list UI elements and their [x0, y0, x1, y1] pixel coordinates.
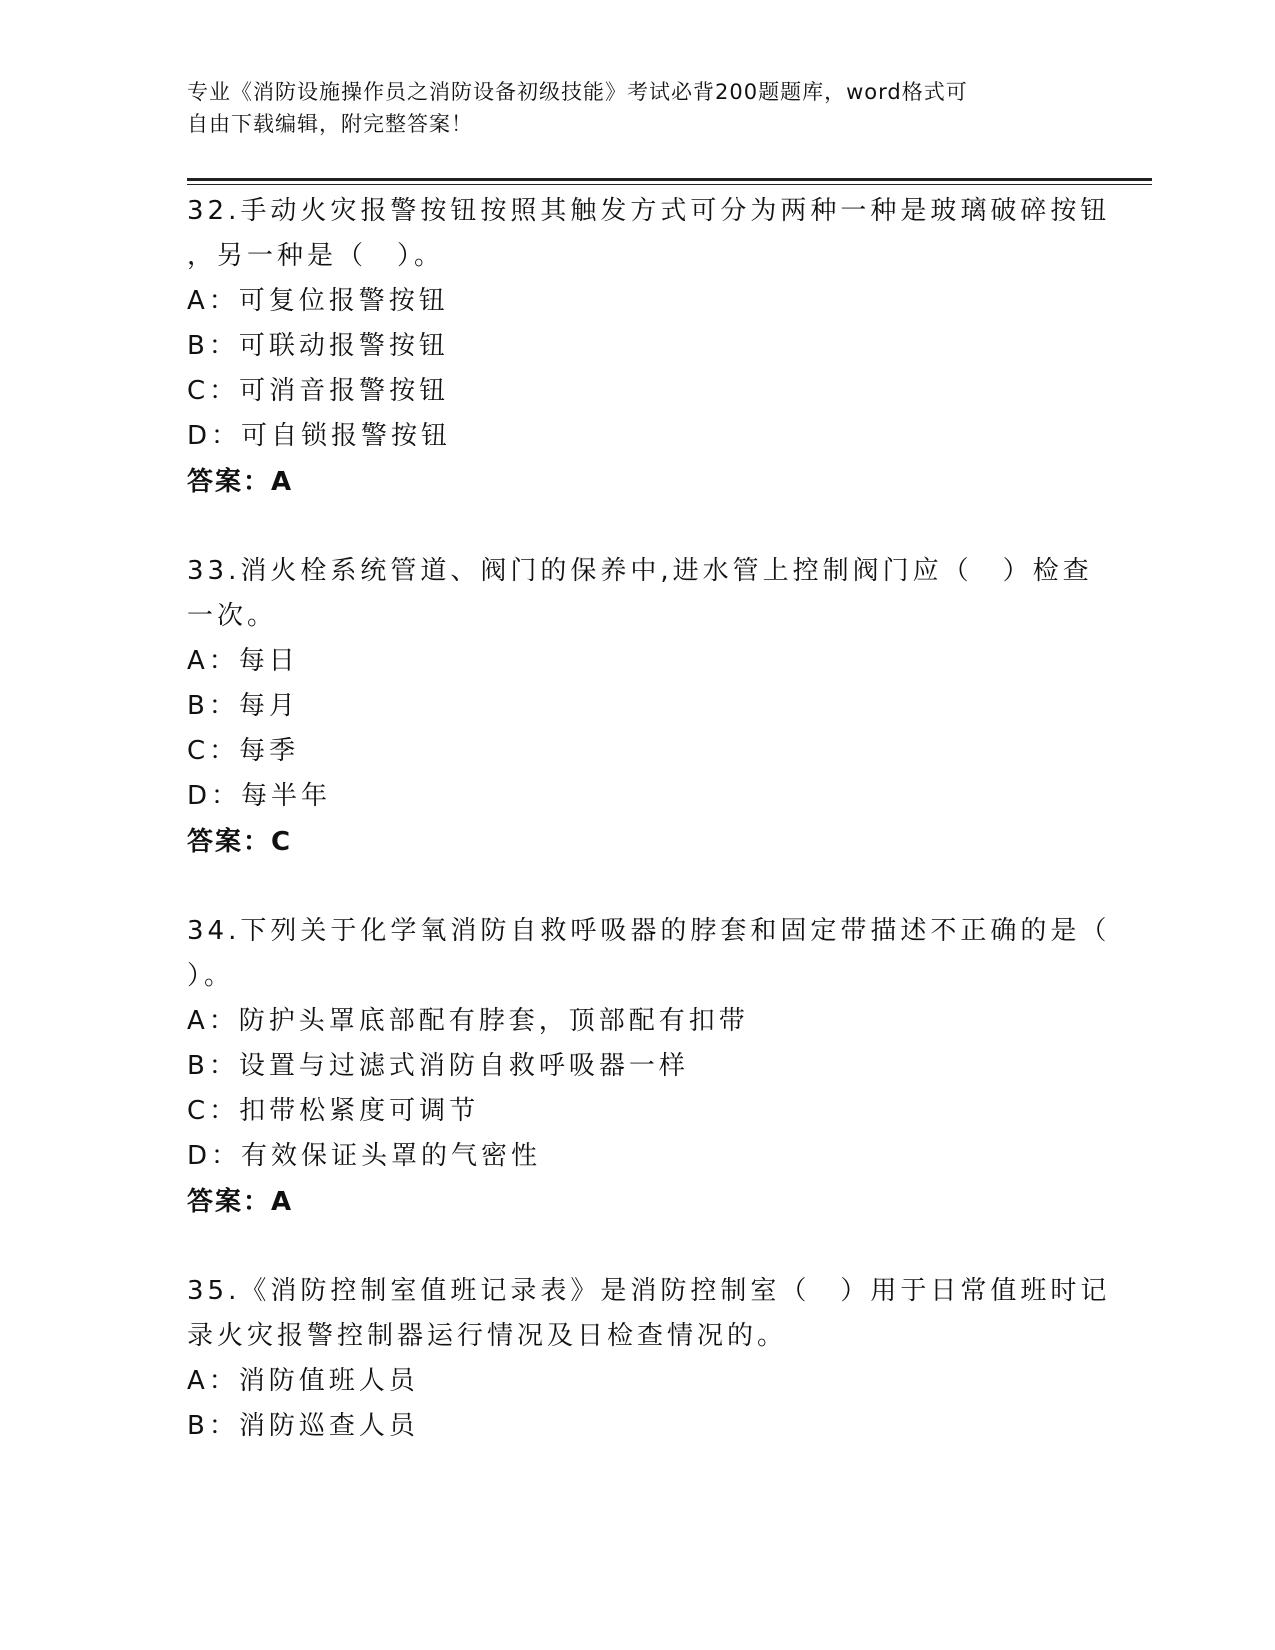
header-line-1: 专业《消防设施操作员之消防设备初级技能》考试必背200题题库，word格式可	[187, 80, 968, 104]
header-divider-thin	[187, 184, 1152, 185]
option-b: B：可联动报警按钮	[187, 331, 449, 361]
option-a: A：每日	[187, 646, 299, 676]
question-text-line: 录火灾报警控制器运行情况及日检查情况的。	[187, 1321, 788, 1351]
header-line-2: 自由下载编辑，附完整答案！	[187, 112, 473, 136]
option-d: D：有效保证头罩的气密性	[187, 1141, 542, 1171]
answer-line: 答案：C	[187, 827, 293, 857]
answer-line: 答案：A	[187, 1187, 294, 1217]
question-35	[187, 1269, 1111, 1449]
option-c: C：每季	[187, 736, 300, 766]
option-b: B：每月	[187, 691, 299, 721]
question-text-line: ）。	[187, 961, 235, 991]
option-c: C：扣带松紧度可调节	[187, 1096, 480, 1126]
question-text-line: ，另一种是（ ）。	[187, 241, 445, 271]
question-text-line: 32.手动火灾报警按钮按照其触发方式可分为两种一种是玻璃破碎按钮	[187, 196, 1111, 226]
question-32	[187, 189, 1111, 505]
document-header	[187, 76, 1067, 140]
option-b: B：设置与过滤式消防自救呼吸器一样	[187, 1051, 689, 1081]
option-c: C：可消音报警按钮	[187, 376, 450, 406]
option-d: D：可自锁报警按钮	[187, 421, 452, 451]
answer-line: 答案：A	[187, 467, 294, 497]
question-34	[187, 909, 1111, 1225]
option-d: D：每半年	[187, 781, 332, 811]
question-text-line: 一次。	[187, 601, 278, 631]
question-33	[187, 549, 1093, 865]
question-text-line: 33.消火栓系统管道、阀门的保养中,进水管上控制阀门应（ ）检查	[187, 556, 1093, 586]
option-a: A：消防值班人员	[187, 1366, 419, 1396]
option-a: A：可复位报警按钮	[187, 286, 449, 316]
option-a: A：防护头罩底部配有脖套，顶部配有扣带	[187, 1006, 749, 1036]
question-text-line: 34.下列关于化学氧消防自救呼吸器的脖套和固定带描述不正确的是（	[187, 916, 1111, 946]
header-divider-thick	[187, 178, 1152, 181]
option-b: B：消防巡查人员	[187, 1411, 419, 1441]
question-text-line: 35.《消防控制室值班记录表》是消防控制室（ ）用于日常值班时记	[187, 1276, 1111, 1306]
